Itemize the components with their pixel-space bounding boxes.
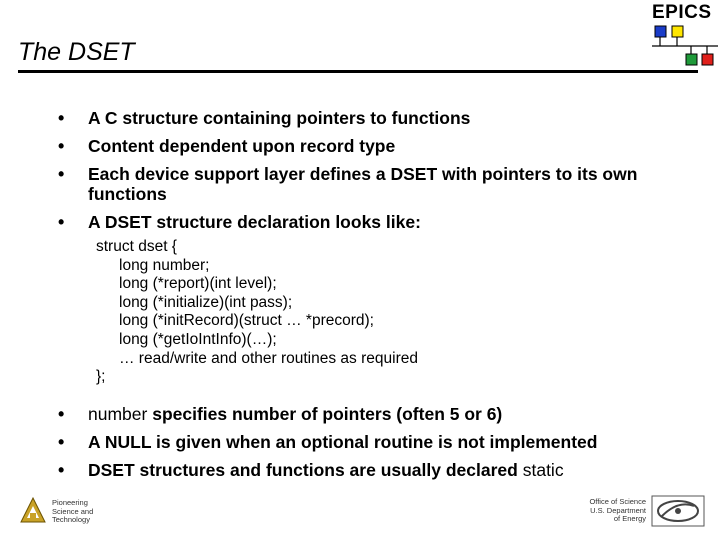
code-block: [96, 238, 698, 387]
code-line: long (*report)(int level);: [119, 275, 277, 293]
code-line: long (*initRecord)(struct … *precord);: [119, 312, 374, 330]
code-line: … read/write and other routines as required: [119, 349, 418, 367]
code-line: long number;: [119, 256, 210, 274]
footer-left-text: [52, 499, 93, 525]
code-line: struct dset {: [96, 238, 177, 255]
code-line: long (*getIoIntInfo)(…);: [119, 330, 277, 348]
bullet-text: specifies number of pointers (often 5 or 6): [147, 404, 503, 424]
bullet-item: • A NULL is given when an optional routine is not implemented: [58, 432, 698, 452]
epics-network-logo-icon: [650, 22, 720, 68]
footer-line: Technology: [52, 515, 90, 524]
code-line: long (*initialize)(int pass);: [119, 293, 293, 311]
bullet-list-top: [58, 108, 698, 387]
footer-line: Office of Science: [589, 497, 646, 506]
title-underline: [18, 70, 698, 73]
footer-line: of Energy: [613, 514, 646, 523]
bullet-item: • A DSET structure declaration looks like:: [58, 212, 698, 232]
argonne-logo-icon: [20, 497, 46, 523]
bullet-item: • A C structure containing pointers to functions: [58, 108, 698, 128]
bullet-item: • Each device support layer defines a DSET with pointers to its own functions: [58, 164, 698, 204]
bullet-text: DSET structures and functions are usually declared: [88, 460, 523, 480]
code-line: };: [96, 368, 106, 386]
bullet-item: [58, 404, 698, 424]
footer-line: Pioneering: [52, 498, 88, 507]
code-term: number: [88, 404, 148, 424]
epics-logo-text: EPICS: [652, 2, 712, 23]
footer-line: U.S. Department: [590, 505, 646, 515]
bullet-list-bottom: [58, 404, 698, 488]
footer-line: Science and: [52, 506, 94, 516]
footer-right-text: [560, 498, 646, 524]
code-term: static: [522, 460, 564, 480]
doe-logo-icon: [650, 494, 706, 528]
slide-title: The DSET: [18, 38, 135, 66]
bullet-item: [58, 460, 698, 480]
bullet-item: • Content dependent upon record type: [58, 136, 698, 156]
